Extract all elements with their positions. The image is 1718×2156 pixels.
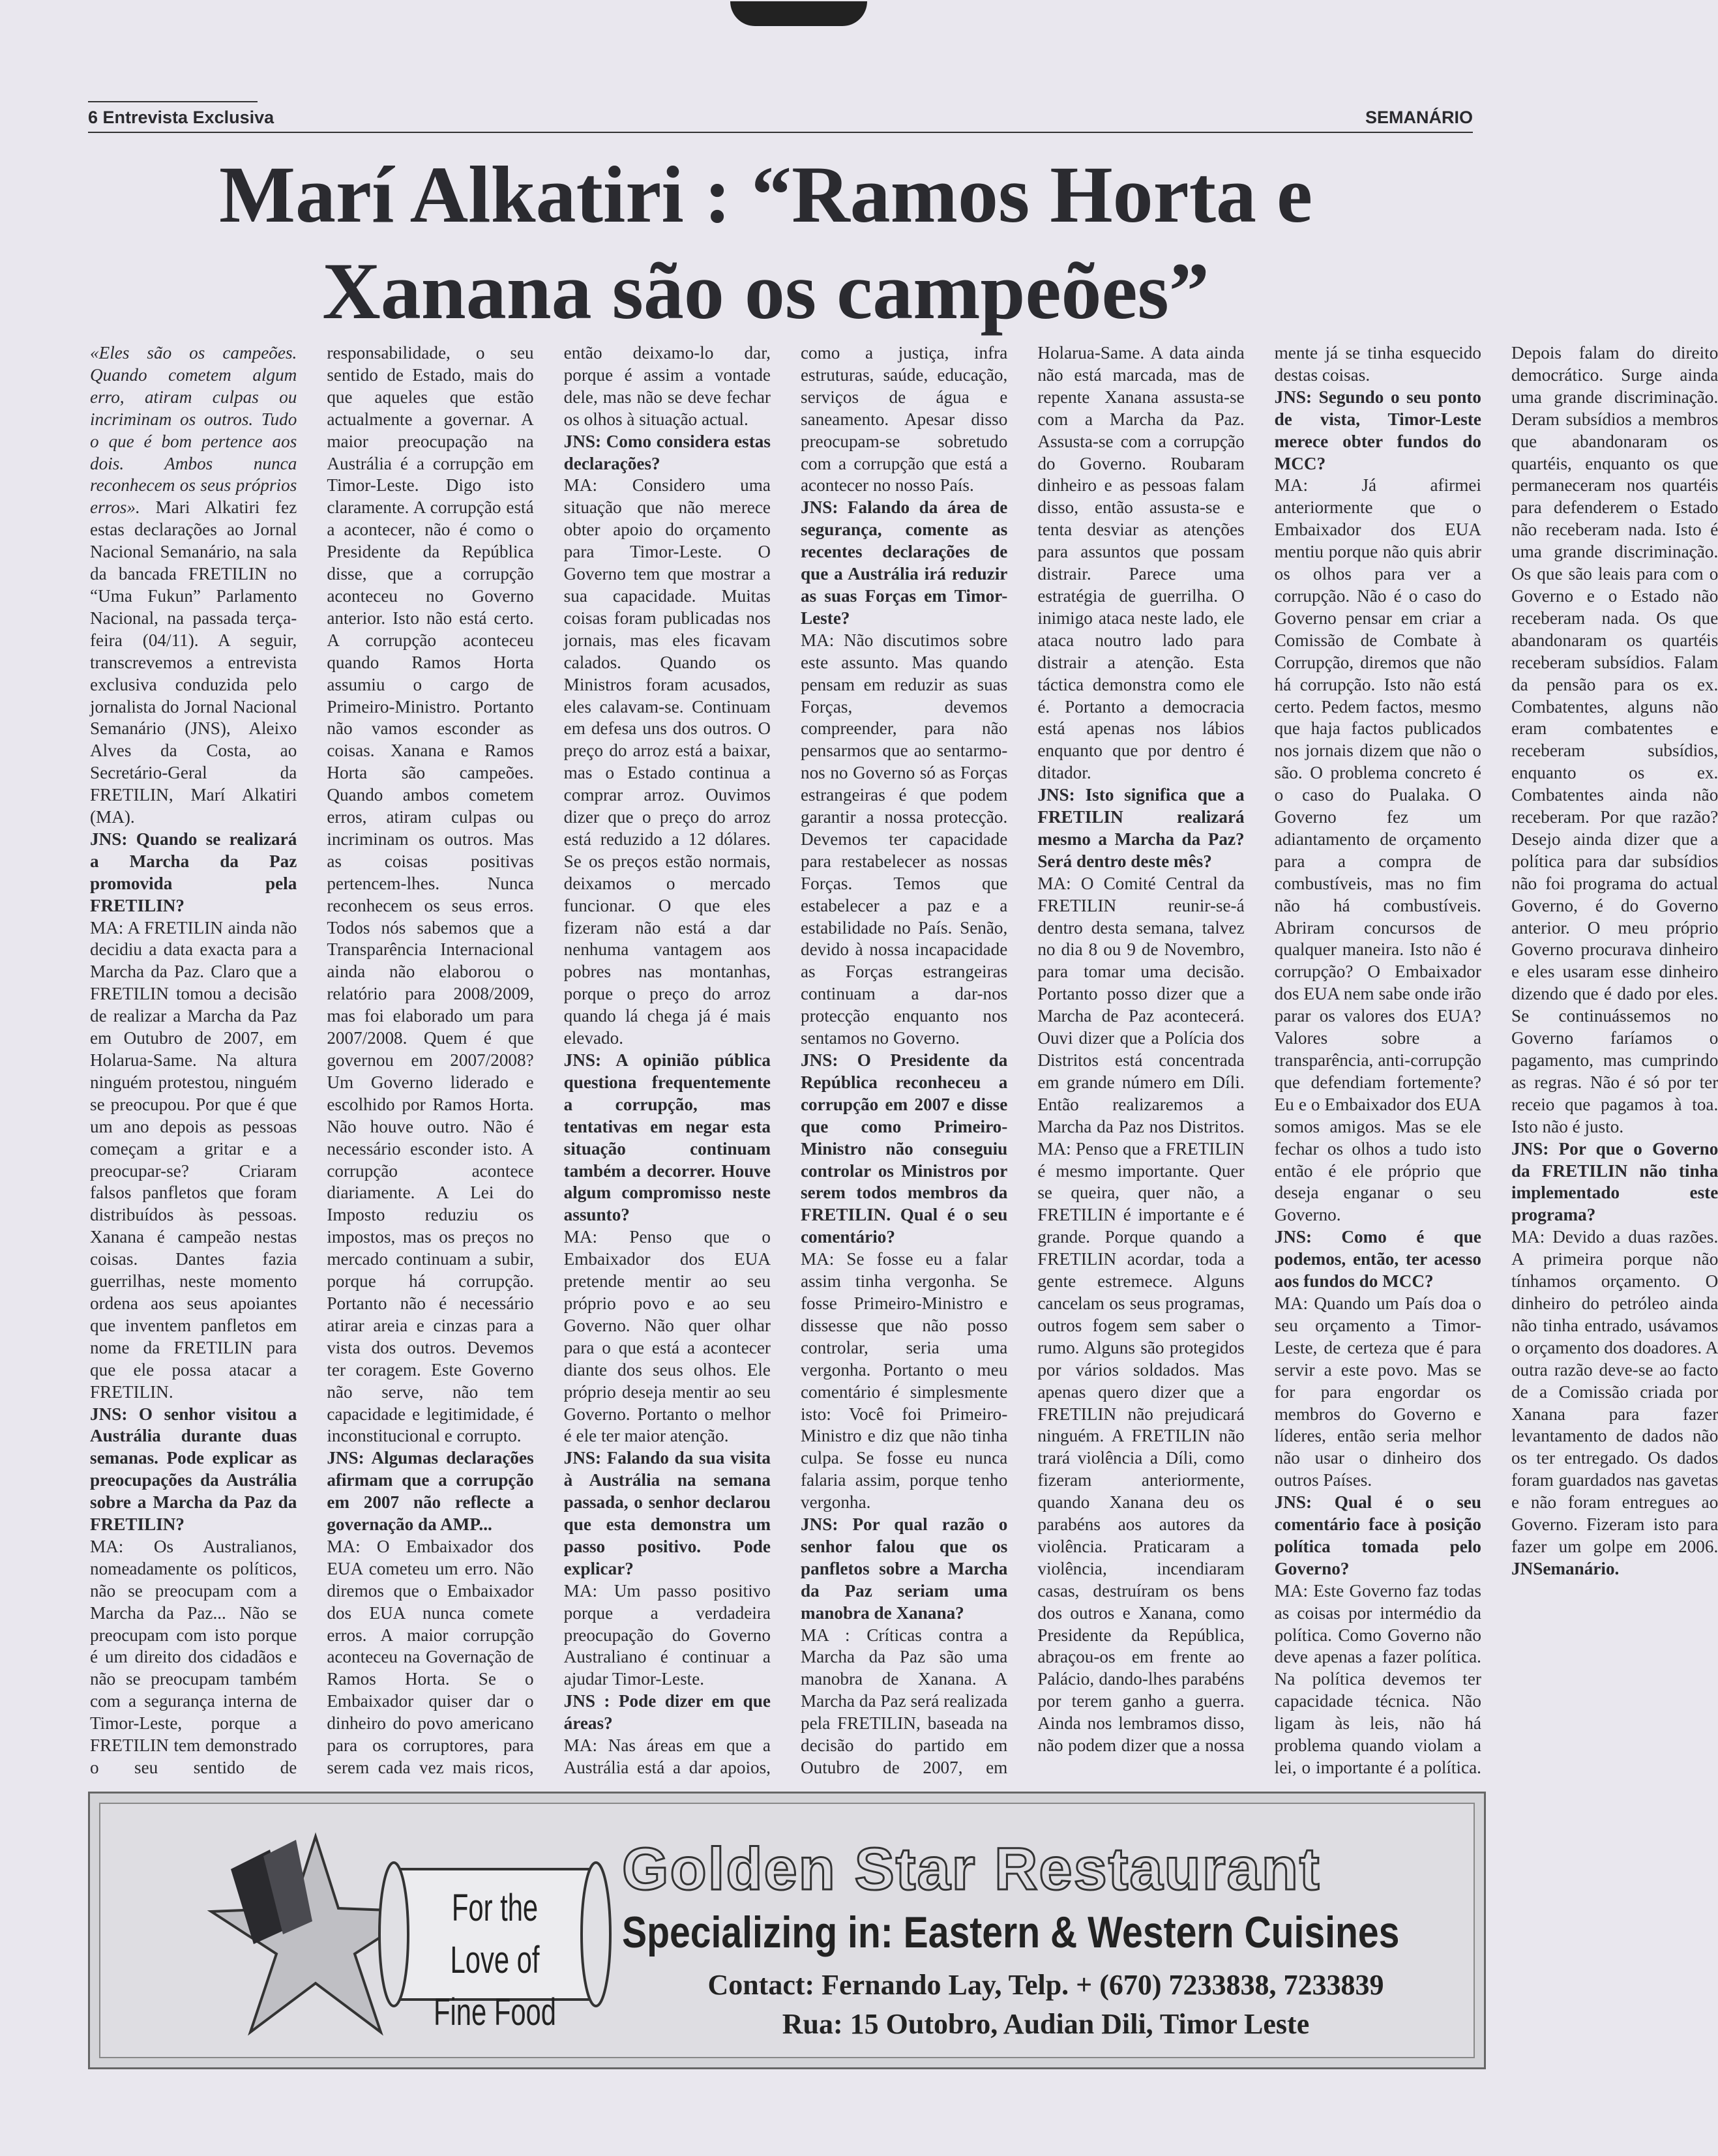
interview-answer: MA: Considero uma situação que não merece obter apoio do orçamento para Timor-Leste. O Governo tem que mostrar a sua capacidade. Muitas coisas foram publicadas nos jornais, mas eles ficavam calados. Quando os Ministros foram acusados, eles calavam-se. Continuam em defesa uns dos outros. O preço do arroz está a baixar, mas o Estado continua a comprar arroz. Ouvimos dizer que o preço do arroz está reduzido a 12 dólares. Se os preços estão normais, deixamos o mercado funcionar. O que eles fizeram não está a dar nenhuma vantagem aos pobres nas montanhas, porque o preço do arroz quando lá chega já é mais elevado. <box>563 475 771 1048</box>
interview-question: JNS: A opinião pública questiona frequentemente a corrupção, mas tentativas em negar esta situação continuam também a decorrer. Houve algum compromisso neste assunto? <box>563 1050 771 1225</box>
restaurant-contact: Contact: Fernando Lay, Telp. + (670) 7233838, 7233839 <box>707 1969 1384 2001</box>
interview-answer: MA: Quando um País doa o seu orçamento a Timor-Leste, de certeza que é para servir a este povo. Mas se for para engordar os membros do Governo e líderes, então seria melhor não usar o dinheiro dos outros Países. <box>1274 1293 1481 1490</box>
interview-question: JNS: Por qual razão o senhor falou que os panfletos sobre a Marcha da Paz seriam uma manobra de Xanana? <box>800 1514 1008 1623</box>
article-signature: JNSemanário. <box>1511 1558 1620 1578</box>
interview-answer: MA: Já afirmei anteriormente que o Embaixador dos EUA mentiu porque não quis abrir os olhos para ver a corrupção. Não é o caso do Governo pensar em criar a Comissão de Combate à Corrupção, diremos que não há corrupção. Isto não está certo. Pedem factos, mesmo que haja factos publicados nos jornais dizem que não o são. O problema concreto é o caso do Pualaka. O Governo fez um adiantamento de orçamento para a compra de combustíveis, mas no fim não há combustíveis. Abriram concursos de qualquer maneira. Isto não é corrupção? O Embaixador dos EUA nem sabe onde irão parar os valores dos EUA? Valores sobre a transparência, anti-corrupção que defendiam fortemente? Eu e o Embaixador dos EUA somos amigos. Mas se ele fechar os olhos a tudo isto então é ele próprio que deseja enganar o seu Governo. <box>1274 475 1481 1225</box>
newspaper-name: SEMANÁRIO <box>1365 108 1473 127</box>
intro-text: Mari Alkatiri fez estas declarações ao Jornal Nacional Semanário, na sala da bancada FRETILIN no “Uma Fukun” Parlamento Nacional, na passada terça-feira (04/11). A seguir, transcrevemos a entrevista exclusiva conduzida pelo jornalista do Jornal Nacional Semanário (JNS), Aleixo Alves da Costa, ao Secretário-Geral da FRETILIN, Marí Alkatiri (MA). <box>90 497 297 827</box>
interview-answer: MA: Devido a duas razões. A primeira porque não tínhamos orçamento. O dinheiro do petróleo ainda não tinha entrado, usávamos o orçamento dos doadores. A outra razão deve-se ao facto de a Comissão criada por Xanana para fazer levantamento de dados não os ter entregado. Os dados foram guardados nas gavetas e não foram entregues ao Governo. Fizeram isto para fazer um golpe em 2006. JNSemanário. <box>1511 1227 1718 1578</box>
headline-line-1: Marí Alkatiri : “Ramos Horta e <box>218 150 1313 239</box>
interview-answer: MA: Os Australianos, nomeadamente os políticos, não se preocupam com a Marcha da Paz... Não se preocupam com isto porque é um direito dos cidadãos e não se preocupam também com a segurança interna de Timor-Leste, porque a FRETILIN tem demonstrado o seu sentido de responsabilidade, o seu sentido de Estado, mais do que aqueles que estão actualmente a governar. A maior preocupação na Austrália é a corrupção em Timor-Leste. Digo isto claramente. A corrupção está a acontecer, não é como o Presidente da República disse, que a corrupção aconteceu no Governo anterior. Isto não está certo. A corrupção aconteceu quando Ramos Horta assumiu o cargo de Primeiro-Ministro. Portanto não vamos esconder as coisas. Xanana e Ramos Horta são campeões. Quando ambos cometem erros, atiram culpas ou incriminam os outros. Mas as coisas positivas pertencem-lhes. Nunca reconhecem os seus erros. Todos nós sabemos que a Transparência Internacional ainda não elaborou o relatório para 2008/2009, mas foi elaborado um para 2007/2008. Quem é que governou em 2007/2008? Um Governo liderado e escolhido por Ramos Horta. Não houve outro. Não é necessário esconder isto. A corrupção acontece diariamente. A Lei do Imposto reduziu os impostos, mas os preços no mercado continuam a subir, porque há corrupção. Portanto não é necessário atirar areia e cinzas para a vista dos outros. Devemos ter coragem. Este Governo não serve, não tem capacidade e legitimidade, é inconstitucional e corrupto. <box>90 343 534 1777</box>
interview-answer: MA: Este Governo faz todas as coisas por intermédio da política. Como Governo não deve apenas a fazer política. Na política devemos ter capacidade técnica. Não ligam às leis, não há problema quando violam a lei, o importante é a política. Depois falam do direito democrático. Surge ainda uma grande discriminação. Deram subsídios a membros que abandonaram os quartéis, enquanto os que permaneceram nos quartéis para defenderem o Estado não receberam nada. Isto é uma grande discriminação. Os que são leais para com o Governo e o Estado não receberam nada. Os que abandonaram os quartéis receberam subsídios. Falam da pensão para os ex. Combatentes, alguns não eram combatentes e receberam subsídios, enquanto os ex. Combatentes ainda não receberam. Por que razão? Desejo ainda dizer que a política para dar subsídios não foi programa do actual Governo, é do Governo anterior. O meu próprio Governo procurava dinheiro e eles usaram esse dinheiro dizendo que é dado por eles. Se continuássemos no Governo faríamos o pagamento, mas cumprindo as regras. Não é só por ter receio que pagamos à toa. Isto não é justo. <box>1274 343 1718 1777</box>
interview-answer: MA: Penso que o Embaixador dos EUA pretende mentir ao seu próprio povo e ao seu Governo. Não quer olhar para o que está a acontecer diante dos seus olhos. Ele próprio deseja mentir ao seu Governo. Portanto o melhor é ele ter maior atenção. <box>563 1227 771 1446</box>
interview-answer: MA: O Comité Central da FRETILIN reunir-se-á dentro desta semana, talvez no dia 8 ou 9 de Novembro, para tomar uma decisão. Portanto posso dizer que a Marcha de Paz acontecerá. Ouvi dizer que a Polícia dos Distritos está concentrada em grande número em Díli. Então realizaremos a Marcha da Paz nos Distritos. MA: Penso que a FRETILIN é mesmo importante. Quer se queira, quer não, a FRETILIN é importante e é grande. Porque quando a FRETILIN acordar, toda a gente estremece. Alguns cancelam os seus programas, outros fogem sem saber o rumo. Alguns são protegidos por vários soldados. Mas apenas quero dizer que a FRETILIN não prejudicará ninguém. A FRETILIN não trará violência a Díli, como fizeram anteriormente, quando Xanana deu os parabéns aos autores da violência. Praticaram a violência, incendiaram casas, destruíram os bens dos outros e Xanana, como Presidente da República, abraçou-os em frente ao Palácio, dando-lhes parabéns por terem ganho a guerra. Ainda nos lembramos disso, não podem dizer que a nossa mente já se tinha esquecido destas coisas. <box>1037 343 1481 1756</box>
advertisement <box>88 1792 1486 2069</box>
restaurant-address: Rua: 15 Outobro, Audian Dili, Timor Leste <box>782 2008 1310 2040</box>
interview-question: JNS: Isto significa que a FRETILIN realizará mesmo a Marcha da Paz? Será dentro deste mês? <box>1037 785 1245 871</box>
interview-answer: MA: O Embaixador dos EUA cometeu um erro. Não diremos que o Embaixador dos EUA nunca comete erros. A maior corrupção aconteceu na Governação de Ramos Horta. Se o Embaixador quiser dar o dinheiro do povo americano para os corruptores, para serem cada vez mais ricos, então deixamo-lo dar, porque é assim a vontade dele, mas não se deve fechar os olhos à situação actual. <box>327 343 771 1777</box>
interview-answer: MA: Nas áreas em que a Austrália está a dar apoios, como a justiça, infra estruturas, saúde, educação, serviços de água e saneamento. Apesar disso preocupam-se sobretudo com a corrupção que está a acontecer no nosso País. <box>563 343 1008 1777</box>
ad-frame <box>99 1803 1475 2058</box>
restaurant-name: Golden Star Restaurant <box>622 1836 1321 1902</box>
headline <box>98 147 1434 340</box>
headline-line-2: Xanana são os campeões” <box>322 246 1209 336</box>
interview-question: JNS: Como é que podemos, então, ter acesso aos fundos do MCC? <box>1274 1227 1481 1292</box>
interview-answer: MA: A FRETILIN ainda não decidiu a data exacta para a Marcha da Paz. Claro que a FRETILIN tomou a decisão de realizar a Marcha da Paz em Outubro de 2007, em Holarua-Same. Na altura ninguém protestou, ninguém se preocupou. Por que é que um ano depois as pessoas começam a gritar e a preocupar-se? Criaram falsos panfletos que foram distribuídos às pessoas. Xanana é campeão nestas coisas. Dantes fazia guerrilhas, neste momento ordena aos seus apoiantes que inventem panfletos em nome da FRETILIN para que ele possa atacar a FRETILIN. <box>90 917 297 1402</box>
page-header <box>88 104 1473 133</box>
interview-question: JNS: Algumas declarações afirmam que a corrupção em 2007 não reflecte a governação da AMP... <box>327 1448 534 1535</box>
interview-question: JNS: Como considera estas declarações? <box>563 431 771 473</box>
restaurant-specialty: Specializing in: Eastern & Western Cuisines <box>622 1908 1400 1957</box>
ad-tagline <box>424 1882 565 2039</box>
section-label: 6 Entrevista Exclusiva <box>88 108 274 127</box>
page-clip-mark <box>730 1 867 26</box>
interview-question: JNS: O senhor visitou a Austrália durante duas semanas. Pode explicar as preocupações da Austrália sobre a Marcha da Paz da FRETILIN? <box>90 1404 297 1535</box>
interview-answer: MA : Críticas contra a Marcha da Paz são uma manobra de Xanana. A Marcha da Paz será realizada pela FRETILIN, baseada na decisão do partido em Outubro de 2007, em Holarua-Same. A data ainda não está marcada, mas de repente Xanana assusta-se com a Marcha da Paz. Assusta-se com a corrupção do Governo. Roubaram dinheiro e as pessoas falam disso, então assusta-se e tenta desviar as atenções para assuntos que possam distrair. Parece uma estratégia de guerrilha. O inimigo ataca neste lado, ele ataca noutro lado para distrair a atenção. Esta táctica demonstra como ele é. Portanto a democracia está apenas nos lábios enquanto que por dentro é ditador. <box>800 343 1245 1777</box>
tagline-line-1: For the Love of <box>450 1887 540 1981</box>
interview-answer: MA: Se fosse eu a falar assim tinha vergonha. Se fosse Primeiro-Ministro e dissesse que não posso controlar, seria uma vergonha. Portanto o meu comentário é simplesmente isto: Você foi Primeiro-Ministro e diz que não tinha culpa. Se fosse eu nunca falaria assim, porque tenho vergonha. <box>800 1249 1008 1513</box>
article-body <box>90 342 1718 1788</box>
interview-answer: MA: Um passo positivo porque a verdadeira preocupação do Governo Australiano é continuar a ajudar Timor-Leste. <box>563 1580 771 1689</box>
tagline-line-2: Fine Food <box>433 1991 557 2033</box>
interview-answer: MA: Não discutimos sobre este assunto. Mas quando pensam em reduzir as suas Forças, devemos compreender, para não pensarmos que ao sentarmo-nos no Governo só as Forças estrangeiras é que podem garantir a nossa protecção. Devemos ter capacidade para restabelecer as nossas Forças. Temos que estabelecer a paz e a estabilidade no País. Senão, devido à nossa incapacidade as Forças estrangeiras continuam a dar-nos protecção enquanto nos sentamos no Governo. <box>800 630 1008 1048</box>
interview-question: JNS: Quando se realizará a Marcha da Paz promovida pela FRETILIN? <box>90 829 297 915</box>
interview-question: JNS: Falando da sua visita à Austrália na semana passada, o senhor declarou que esta demonstra um passo positivo. Pode explicar? <box>563 1448 771 1578</box>
lead-quote: «Eles são os campeões. Quando cometem algum erro, atiram culpas ou incriminam os outros. Tudo o que é bom pertence aos dois. Ambos nunca reconhecem os seus próprios erros». <box>90 343 297 518</box>
interview-question: JNS: Por que o Governo da FRETILIN não tinha implementado este programa? <box>1511 1138 1718 1225</box>
interview-question: JNS: Falando da área de segurança, comente as recentes declarações de que a Austrália irá reduzir as suas Forças em Timor-Leste? <box>800 497 1008 628</box>
interview-question: JNS: Segundo o seu ponto de vista, Timor-Leste merece obter fundos do MCC? <box>1274 387 1481 473</box>
interview-question: JNS: O Presidente da República reconheceu a corrupção em 2007 e disse que como Primeiro-Ministro não conseguiu controlar os Ministros por serem todos membros da FRETILIN. Qual é o seu comentário? <box>800 1050 1008 1247</box>
interview-question: JNS : Pode dizer em que áreas? <box>563 1691 771 1734</box>
article-intro <box>90 342 297 829</box>
interview-question: JNS: Qual é o seu comentário face à posição política tomada pelo Governo? <box>1274 1492 1481 1578</box>
